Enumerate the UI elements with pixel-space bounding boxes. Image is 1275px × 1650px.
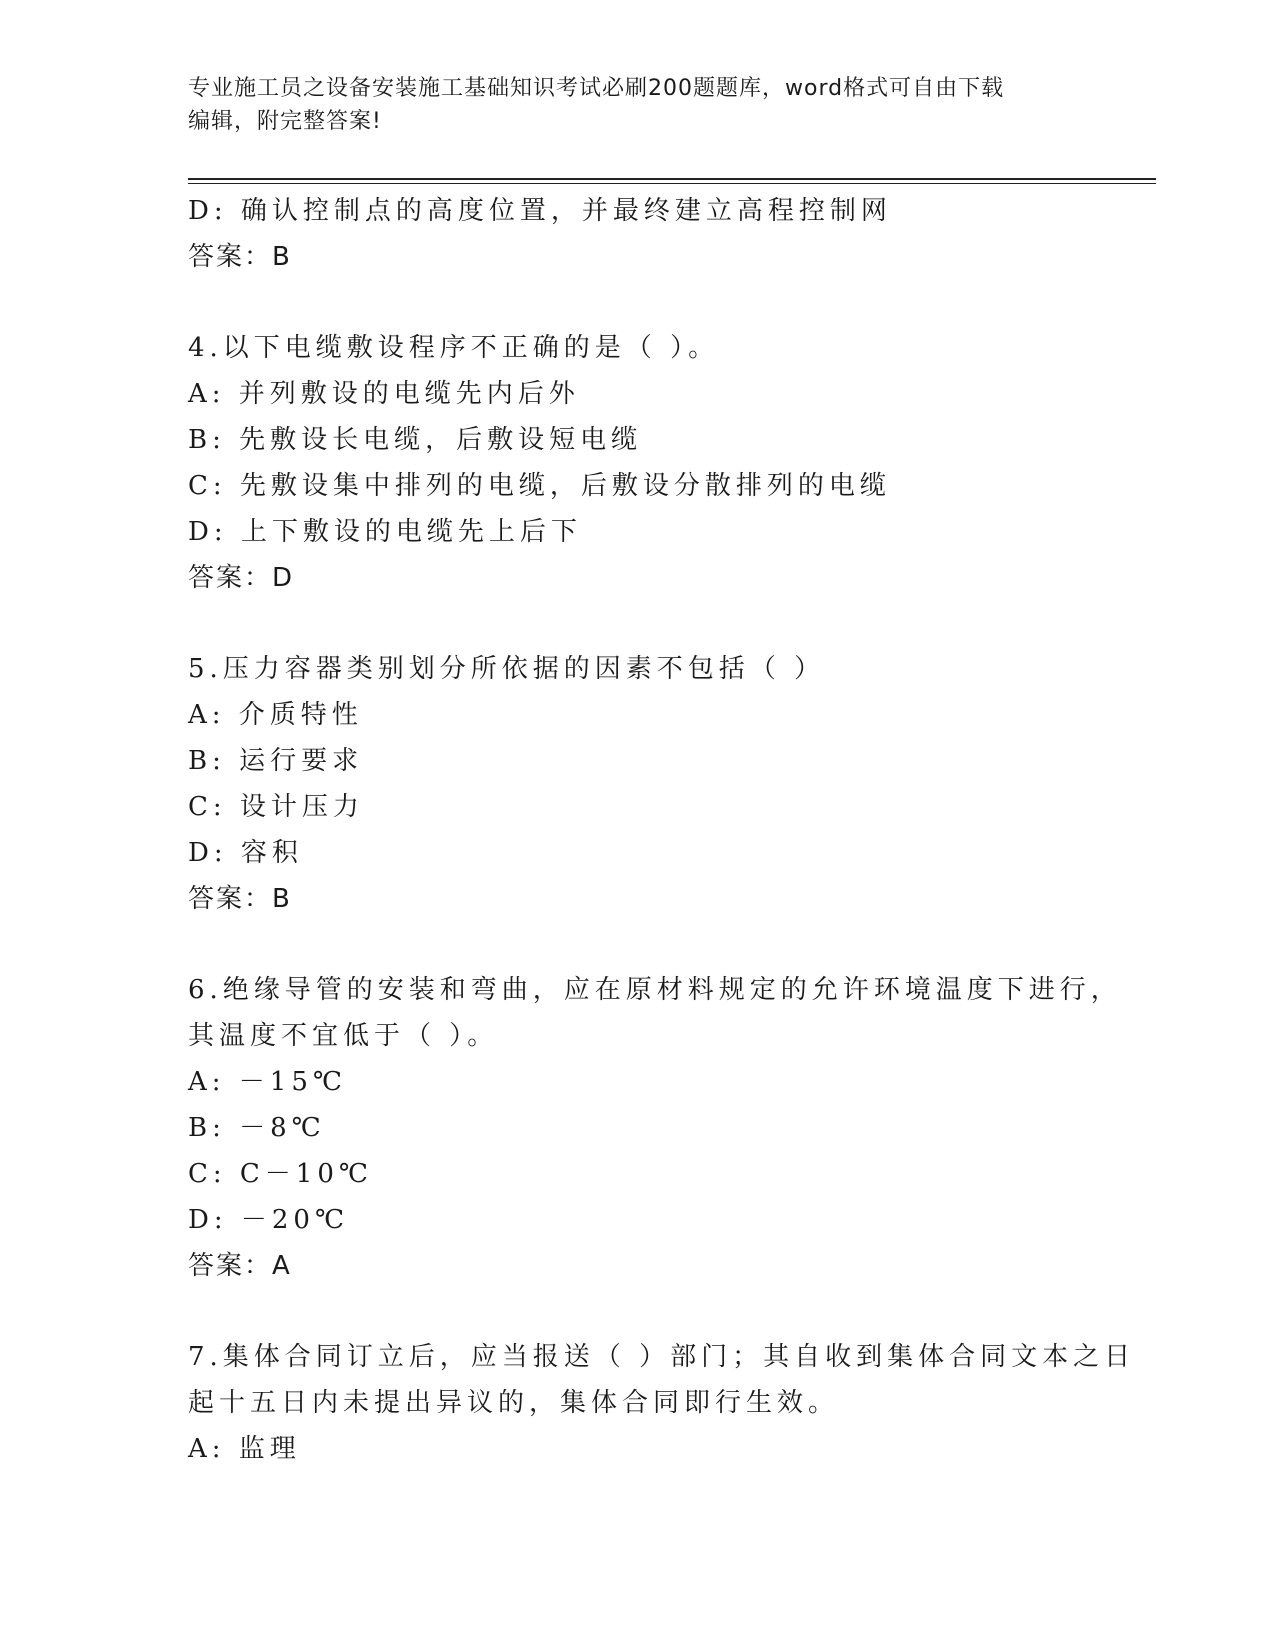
- option-b: B: －8℃: [188, 1113, 326, 1143]
- option-d: D: 容积: [188, 838, 303, 868]
- option-c: C: 先敷设集中排列的电缆，后敷设分散排列的电缆: [188, 471, 891, 501]
- option-a: A: －15℃: [188, 1067, 347, 1097]
- question-stem-line-1: 6.绝缘导管的安装和弯曲，应在原材料规定的允许环境温度下进行，: [188, 975, 1122, 1005]
- option-a: A: 介质特性: [188, 700, 363, 730]
- option-c: C: C－10℃: [188, 1159, 373, 1189]
- header-divider-thin: [188, 183, 1156, 184]
- option-c: C: 设计压力: [188, 792, 364, 822]
- option-d: D: －20℃: [188, 1205, 350, 1235]
- question-7: [188, 1334, 1136, 1472]
- option-d: D: 上下敷设的电缆先上后下: [188, 517, 582, 547]
- answer: 答案：B: [188, 242, 292, 272]
- question-list: [188, 188, 1136, 1472]
- option-b: B: 先敷设长电缆，后敷设短电缆: [188, 425, 643, 455]
- question-stem-line-2: 其温度不宜低于（ ）。: [188, 1021, 499, 1051]
- header-divider: [188, 178, 1156, 180]
- header-title-line-1: 专业施工员之设备安装施工基础知识考试必刷200题题库，word格式可自由下载: [188, 76, 1005, 101]
- question-stem: 5.压力容器类别划分所依据的因素不包括（ ）: [188, 654, 826, 684]
- question-3: [188, 188, 1108, 280]
- option-b: B: 运行要求: [188, 746, 364, 776]
- option-a: A: 并列敷设的电缆先内后外: [188, 379, 580, 409]
- question-stem-line-1: 7.集体合同订立后，应当报送（ ）部门；其自收到集体合同文本之日: [188, 1342, 1136, 1372]
- question-5: [188, 646, 1108, 922]
- option-d: D: 确认控制点的高度位置，并最终建立高程控制网: [188, 196, 892, 226]
- option-a: A: 监理: [188, 1434, 301, 1464]
- answer: 答案：D: [188, 563, 295, 593]
- answer: 答案：A: [188, 1251, 292, 1281]
- document-header: [188, 72, 1088, 138]
- question-6: [188, 967, 1122, 1289]
- question-4: [188, 325, 1108, 601]
- question-stem-line-2: 起十五日内未提出异议的，集体合同即行生效。: [188, 1388, 840, 1418]
- header-title-line-2: 编辑，附完整答案!: [188, 109, 382, 134]
- answer: 答案：B: [188, 884, 292, 914]
- question-stem: 4.以下电缆敷设程序不正确的是（ ）。: [188, 333, 720, 363]
